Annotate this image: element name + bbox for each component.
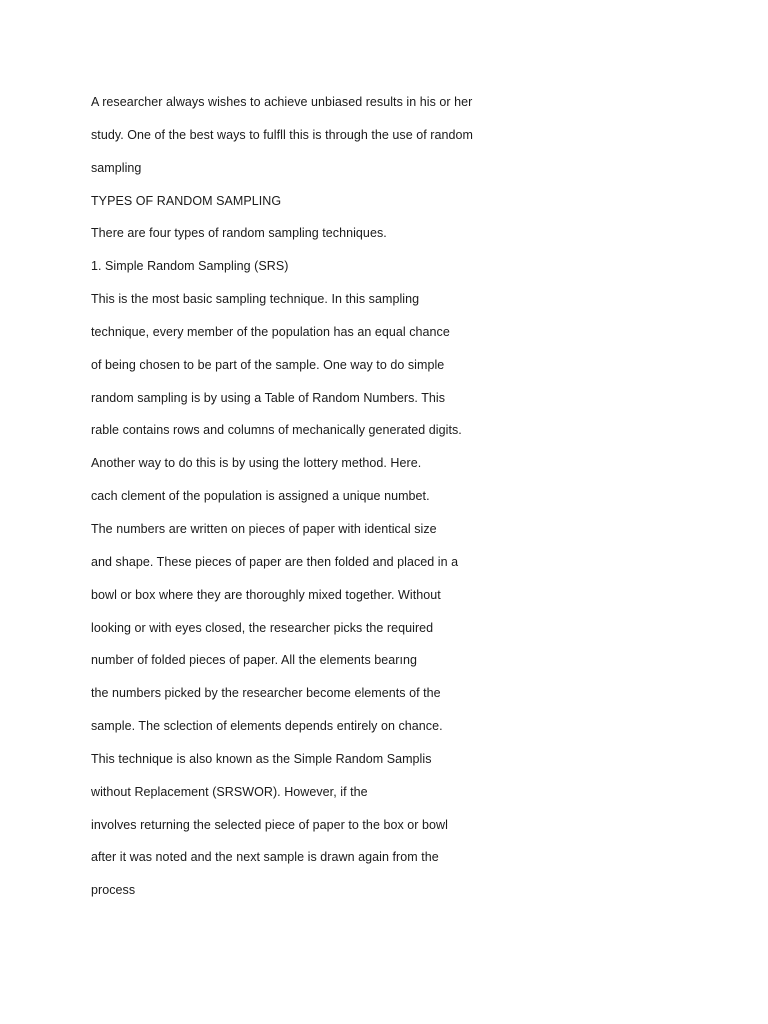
text-line: process — [91, 883, 136, 898]
text-line: without Replacement (SRSWOR). However, if the — [91, 784, 368, 799]
text-line: of being chosen to be part of the sample. One way to do simple — [91, 357, 445, 372]
text-line: looking or with eyes closed, the researcher picks the required — [91, 620, 434, 635]
section-heading: TYPES OF RANDOM SAMPLING — [91, 193, 282, 208]
text-line: This technique is also known as the Simple Random Samplis — [91, 751, 432, 766]
text-line: A researcher always wishes to achieve unbiased results in his or her — [91, 95, 473, 109]
text-line: sample. The sclection of elements depends entirely on chance. — [91, 719, 443, 734]
text-line: random sampling is by using a Table of Random Numbers. This — [91, 390, 446, 405]
text-line: study. One of the best ways to fulfll this is through the use of random — [91, 127, 473, 142]
text-line: involves returning the selected piece of paper to the box or bowl — [91, 817, 448, 832]
document-body — [91, 90, 651, 911]
text-line: Another way to do this is by using the lottery method. Here. — [91, 456, 422, 471]
text-line: cach clement of the population is assigned a unique numbet. — [91, 489, 430, 504]
text-line: and shape. These pieces of paper are then folded and placed in a — [91, 554, 459, 569]
text-line: the numbers picked by the researcher become elements of the — [91, 686, 441, 701]
text-line: technique, every member of the population has an equal chance — [91, 324, 450, 339]
text-line: number of folded pieces of paper. All the elements bearıng — [91, 653, 418, 668]
text-line: bowl or box where they are thoroughly mixed together. Without — [91, 587, 441, 602]
text-line: after it was noted and the next sample is drawn again from the — [91, 850, 439, 865]
text-line: The numbers are written on pieces of paper with identical size — [91, 521, 437, 536]
text-line: This is the most basic sampling technique. In this sampling — [91, 292, 420, 307]
text-line: rable contains rows and columns of mechanically generated digits. — [91, 423, 462, 438]
subsection-heading: 1. Simple Random Sampling (SRS) — [91, 259, 289, 274]
text-line: There are four types of random sampling techniques. — [91, 226, 387, 241]
text-line: sampling — [91, 160, 142, 175]
